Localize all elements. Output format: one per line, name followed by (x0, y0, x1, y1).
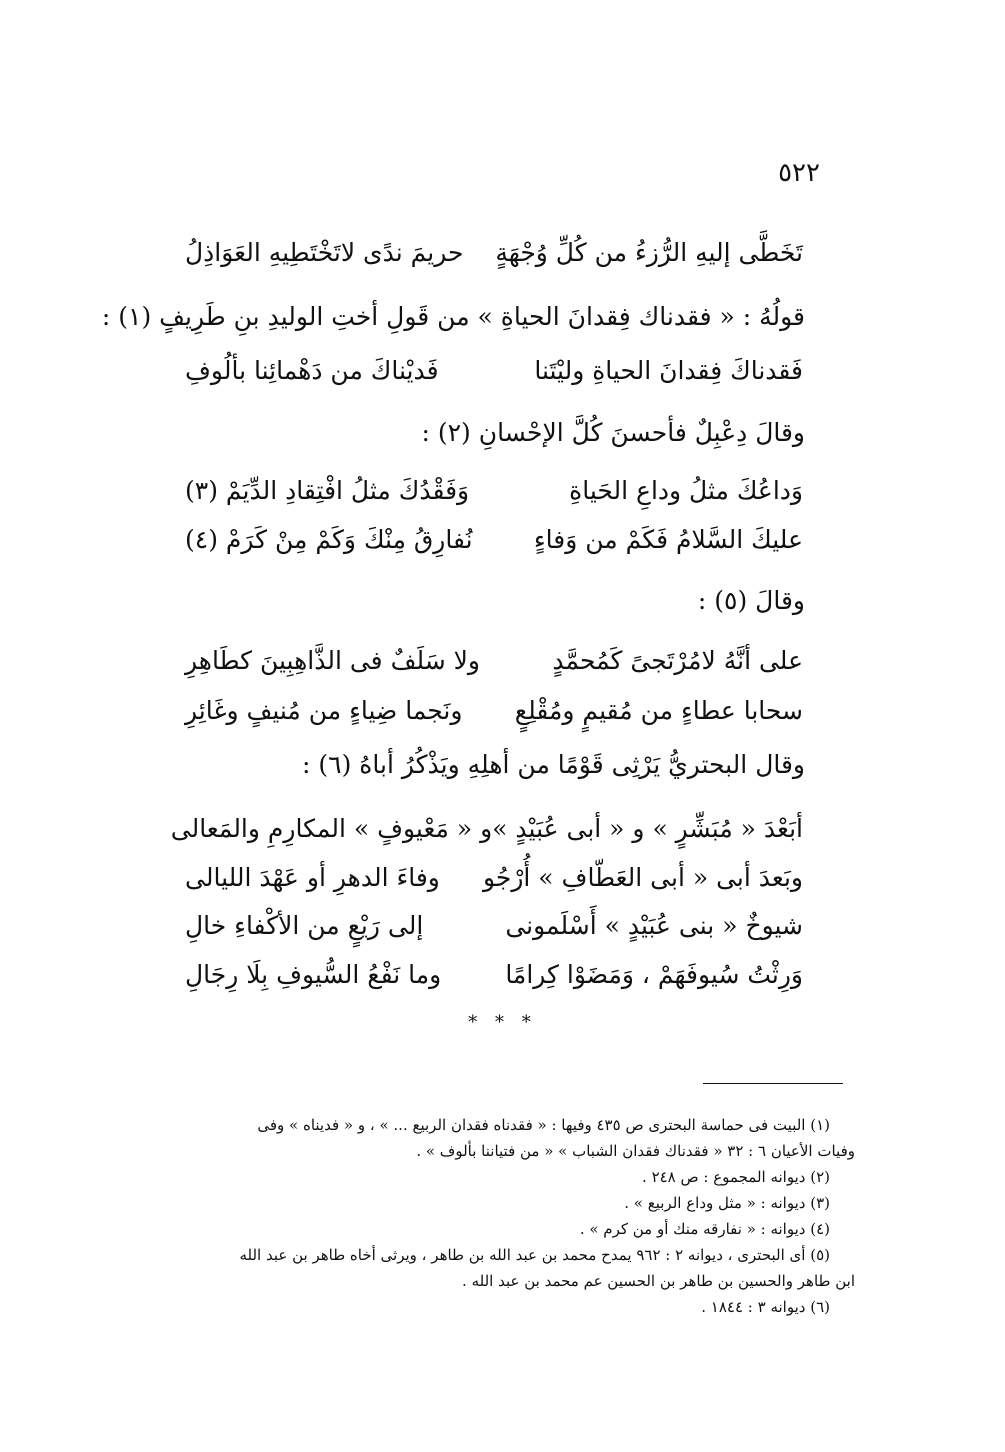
footnotes (140, 1112, 855, 1320)
verse-second-hemistich: إلى رَيْعٍ من الأكْفاءِ خالِ (185, 911, 424, 940)
verse-first-hemistich: تَخَطَّى إليهِ الرُّزءُ من كُلِّ وُجْهَةٍ (495, 238, 803, 267)
footnote-line: (٣) ديوانه : « مثل وداع الربيع » . (624, 1194, 830, 1212)
verse-line (185, 903, 803, 949)
verse-line (185, 348, 803, 394)
verse-first-hemistich: على أنَّهُ لامُرْتَجىً كَمُحمَّدٍ (552, 646, 803, 675)
footnote-divider (703, 1083, 843, 1084)
verse-first-hemistich: عليكَ السَّلامُ فَكَمْ من وَفاءٍ (533, 525, 803, 554)
footnote-line: (٥) أى البحترى ، ديوانه ٢ : ٩٦٢ يمدح محمد بن عبد الله بن طاهر ، ويرثى أخاه طاهر بن عبد الله (239, 1246, 830, 1264)
verse-second-hemistich: وفاءَ الدهرِ أو عَهْدَ الليالى (185, 863, 440, 892)
verse-line (185, 952, 803, 998)
verse-line (185, 468, 803, 514)
prose-line: وقال البحتريُّ يَرْثِى قَوْمًا من أهلِهِ ويَذْكُرُ أباهُ (٦) : (302, 750, 805, 779)
page-number: ٥٢٢ (778, 158, 820, 188)
verse-second-hemistich: حريمَ ندًى لاتَخْتَطِيهِ العَوَاذِلُ (185, 238, 464, 267)
verse-line (185, 855, 803, 901)
verse-second-hemistich: فَديْناكَ من دَهْمائِنا بألُوفِ (185, 356, 439, 385)
verse-line (185, 230, 803, 276)
verse-first-hemistich: أبَعْدَ « مُبَشِّرٍ » و « أبى عُبَيْدٍ » (492, 814, 803, 843)
verse-second-hemistich: نُفارِقُ مِنْكَ وَكَمْ مِنْ كَرَمْ (٤) (185, 525, 473, 554)
verse-first-hemistich: وبَعدَ أبى « أبى العَطّافِ » أُرْجُو (482, 863, 803, 892)
verse-line (185, 517, 803, 563)
verse-second-hemistich: ونَجما ضِياءٍ من مُنيفٍ وغَائِرِ (185, 696, 463, 725)
verse-first-hemistich: وَرِثْتُ سُيوفَهَمْ ، وَمَضَوْا كِرامًا (505, 960, 803, 989)
footnote-line: (١) البيت فى حماسة البحترى ص ٤٣٥ وفيها : « فقدناه فقدان الربيع ... » ، و « فديناه » وفى (257, 1116, 830, 1134)
verse-first-hemistich: سحابا عطاءٍ من مُقيمٍ ومُقْلِعٍ (514, 696, 803, 725)
section-separator: * * * (468, 1012, 537, 1033)
prose-line: وقالَ دِعْبِلٌ فأحسنَ كُلَّ الإحْسانِ (٢) : (421, 418, 805, 447)
verse-line (185, 688, 803, 734)
prose-line: وقالَ (٥) : (697, 586, 805, 615)
verse-second-hemistich: وما نَفْعُ السُّيوفِ بِلَا رِجَالِ (185, 960, 442, 989)
verse-first-hemistich: شيوخٌ « بنى عُبَيْدٍ » أَسْلَمونى (505, 911, 803, 940)
footnote-line: (٦) ديوانه ٣ : ١٨٤٤ . (701, 1298, 830, 1316)
verse-first-hemistich: وَداعُكَ مثلُ وداعِ الحَياةِ (569, 476, 803, 505)
verse-second-hemistich: وَفَقْدُكَ مثلُ افْتِقادِ الدِّيَمْ (٣) (185, 476, 470, 505)
footnote-line: (٤) ديوانه : « نفارقه منك أو من كرم » . (579, 1220, 830, 1238)
verse-line (185, 638, 803, 684)
verse-first-hemistich: فَقدناكَ فِقدانَ الحياةِ وليْتَنا (534, 356, 803, 385)
verse-second-hemistich: و « مَعْيوفٍ » المكارِمِ والمَعالى (170, 814, 493, 843)
verse-second-hemistich: ولا سَلَفٌ فى الذَّاهِبِينَ كطَاهِرِ (185, 646, 480, 675)
prose-line: قولُهُ : « فقدناك فِقدانَ الحياةِ » من قَولِ أختِ الوليدِ بنِ طَرِيفٍ (١) : (101, 302, 805, 331)
footnote-line: وفيات الأعيان ٦ : ٣٢ « فقدناك فقدان الشباب » « من فتياننا بألوف » . (416, 1142, 855, 1160)
footnote-line: ابن طاهر والحسين بن طاهر بن الحسين عم محمد بن عبد الله . (462, 1272, 855, 1290)
footnote-line: (٢) ديوانه المجموع : ص ٢٤٨ . (642, 1168, 830, 1186)
verse-line (170, 806, 803, 852)
